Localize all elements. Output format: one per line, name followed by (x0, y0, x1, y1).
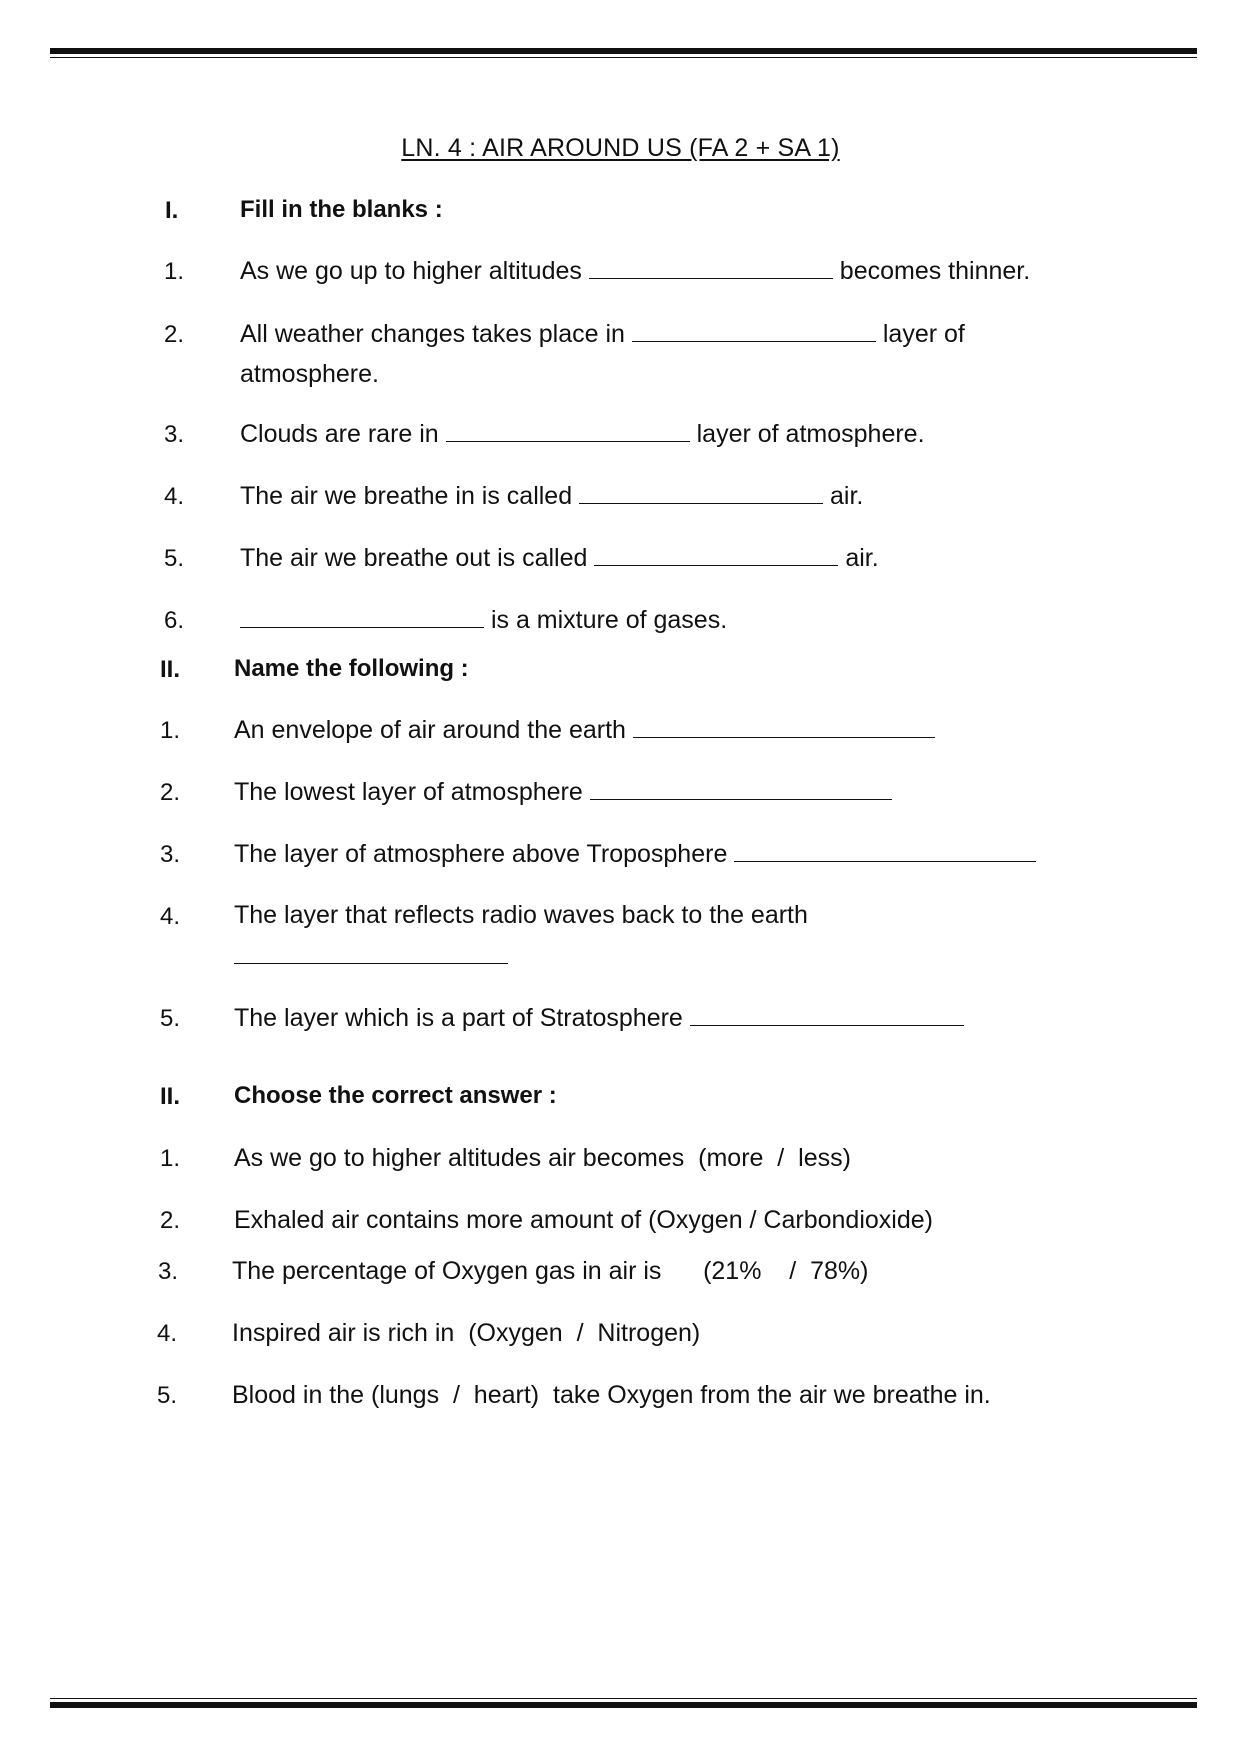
top-border-rule (50, 48, 1197, 58)
fill-item-6-after: is a mixture of gases. (490, 606, 728, 634)
fill-item-2 (240, 319, 965, 349)
name-item-2-number: 2. (160, 779, 181, 806)
name-item-5 (234, 1003, 964, 1033)
choose-item-3-number: 3. (158, 1258, 179, 1285)
fill-item-1 (240, 256, 1030, 286)
answer-blank[interactable] (589, 256, 833, 279)
name-item-4-blank-line (234, 941, 508, 971)
choose-item-2-number: 2. (160, 1207, 181, 1234)
fill-item-6 (240, 605, 727, 635)
fill-item-1-after: becomes thinner. (839, 257, 1031, 285)
fill-item-3-before: Clouds are rare in (240, 420, 439, 448)
answer-blank[interactable] (734, 839, 1036, 862)
answer-blank[interactable] (594, 543, 838, 566)
name-item-2 (234, 777, 892, 807)
name-item-1-text: An envelope of air around the earth (234, 716, 626, 744)
section-3-numeral: II. (160, 1083, 181, 1110)
section-2-numeral: II. (160, 656, 181, 683)
answer-blank[interactable] (446, 419, 690, 442)
choose-item-1: As we go to higher altitudes air becomes (more / less) (234, 1144, 851, 1172)
name-item-1 (234, 715, 935, 745)
name-item-4-number: 4. (160, 903, 181, 930)
section-3-heading: Choose the correct answer : (234, 1082, 557, 1109)
fill-item-5 (240, 543, 879, 573)
fill-item-2-after: layer of (882, 320, 965, 348)
section-1-heading: Fill in the blanks : (240, 196, 443, 223)
choose-item-5-number: 5. (157, 1382, 178, 1409)
fill-item-2-before: All weather changes takes place in (240, 320, 625, 348)
section-2-heading: Name the following : (234, 655, 469, 682)
answer-blank[interactable] (690, 1003, 964, 1026)
fill-item-4-after: air. (830, 482, 864, 510)
name-item-3-text: The layer of atmosphere above Troposphere (234, 840, 728, 868)
fill-item-6-number: 6. (164, 607, 185, 634)
fill-item-3-after: layer of atmosphere. (696, 420, 925, 448)
fill-item-3 (240, 419, 925, 449)
fill-item-1-before: As we go up to higher altitudes (240, 257, 582, 285)
name-item-2-text: The lowest layer of atmosphere (234, 778, 583, 806)
fill-item-1-number: 1. (164, 258, 185, 285)
answer-blank[interactable] (234, 941, 508, 964)
name-item-5-number: 5. (160, 1005, 181, 1032)
answer-blank[interactable] (240, 605, 484, 628)
answer-blank[interactable] (632, 319, 876, 342)
fill-item-4-number: 4. (164, 483, 185, 510)
bottom-border-rule (50, 1698, 1197, 1708)
choose-item-4-number: 4. (157, 1320, 178, 1347)
choose-item-4: Inspired air is rich in (Oxygen / Nitrogen) (232, 1319, 701, 1347)
choose-item-1-number: 1. (160, 1145, 181, 1172)
fill-item-2-number: 2. (164, 321, 185, 348)
answer-blank[interactable] (579, 481, 823, 504)
fill-item-2-continuation: atmosphere. (240, 360, 379, 388)
worksheet-title: LN. 4 : AIR AROUND US (FA 2 + SA 1) (401, 134, 840, 162)
choose-item-3: The percentage of Oxygen gas in air is (21% / 78%) (232, 1257, 869, 1285)
fill-item-5-before: The air we breathe out is called (240, 544, 588, 572)
name-item-3 (234, 839, 1036, 869)
answer-blank[interactable] (633, 715, 935, 738)
fill-item-4 (240, 481, 863, 511)
name-item-5-text: The layer which is a part of Stratosphere (234, 1004, 683, 1032)
name-item-4-text: The layer that reflects radio waves back to the earth (234, 901, 808, 929)
fill-item-3-number: 3. (164, 421, 185, 448)
fill-item-4-before: The air we breathe in is called (240, 482, 573, 510)
answer-blank[interactable] (590, 777, 892, 800)
choose-item-2: Exhaled air contains more amount of (Oxygen / Carbondioxide) (234, 1206, 933, 1234)
fill-item-5-number: 5. (164, 545, 185, 572)
name-item-1-number: 1. (160, 717, 181, 744)
section-1-numeral: I. (165, 197, 179, 224)
name-item-3-number: 3. (160, 841, 181, 868)
choose-item-5: Blood in the (lungs / heart) take Oxygen from the air we breathe in. (232, 1381, 991, 1409)
fill-item-5-after: air. (845, 544, 879, 572)
